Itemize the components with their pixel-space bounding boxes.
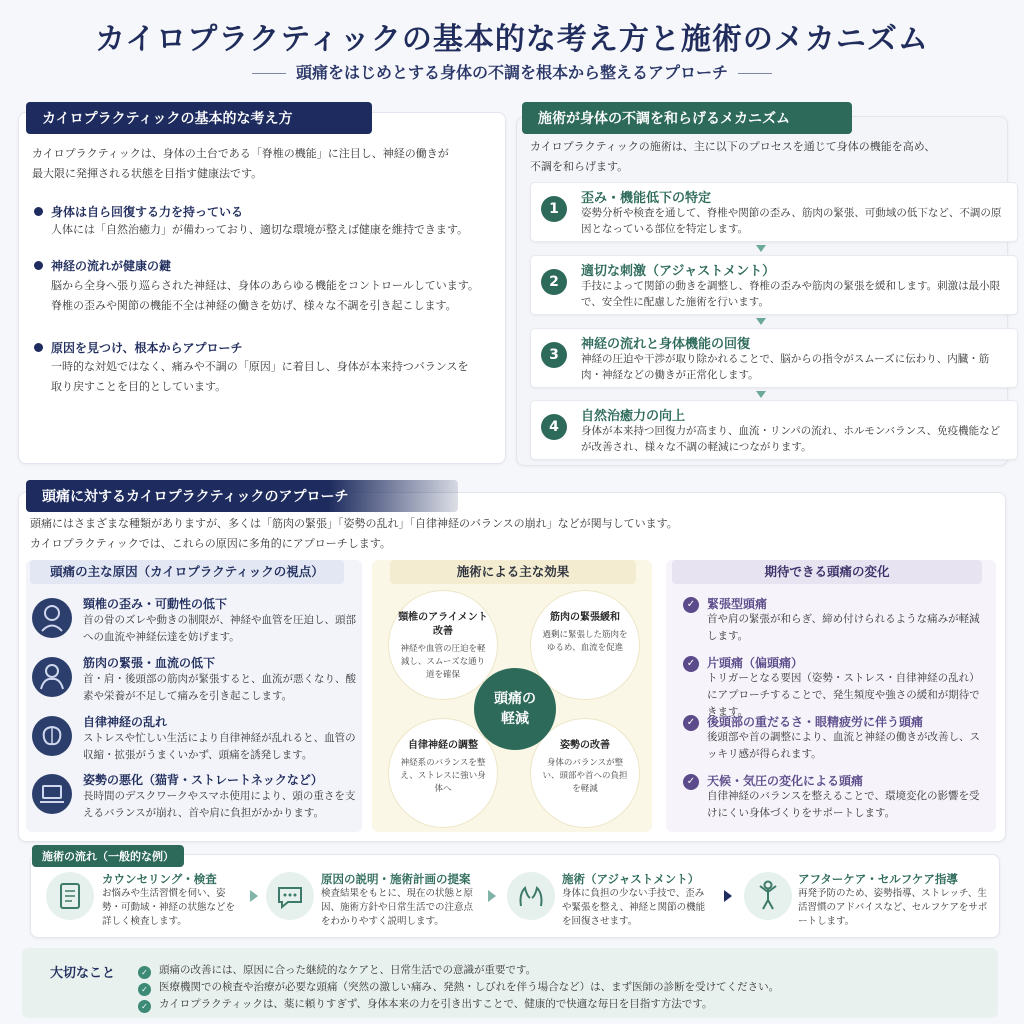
right-arrow-icon [250,890,258,902]
mechanism-step-1 [530,182,1018,242]
important-item [138,979,779,996]
step-title: 歪み・機能低下の特定 [581,191,712,206]
flow-step-description: 検査結果をもとに、現在の状態と原因、施術方針や日常生活での注意点をわかりやすく説明します。 [321,888,474,927]
mechanism-heading: 施術が身体の不調を和らげるメカニズム [522,102,852,134]
basic-point-3-line-2: 取り戻すことを目的としています。 [51,380,227,393]
step-description: 手技によって関節の動きを調整し、脊椎の歪みや筋肉の緊張を緩和します。刺激は最小限で、安全性に配慮した施術を行います。 [581,280,1001,308]
basic-point-1-title-text: 身体は自ら回復する力を持っている [51,205,244,219]
mechanism-intro-line-2: 不調を和らげます。 [530,160,629,173]
step-description: 姿勢分析や検査を通して、脊椎や関節の歪み、筋肉の緊張、可動域の低下など、不調の原因となっている部位を特定します。 [581,207,1002,235]
cause-description: 首・肩・後頭部の筋肉が緊張すると、血流が悪くなり、酸素や栄養が不足して痛みを引き起こします。 [83,673,356,702]
change-description: 自律神経のバランスを整えることで、環境変化の影響を受けにくい身体づくりをサポートします。 [707,790,980,819]
hands-icon [507,872,555,920]
speech-bubble-icon [266,872,314,920]
changes-heading: 期待できる頭痛の変化 [672,560,982,584]
cause-title: 筋肉の緊張・血流の低下 [83,656,216,670]
step-description: 神経の圧迫や干渉が取り除かれることで、脳からの指令がスムーズに伝わり、内臓・筋肉・神経などの働きが正常化します。 [581,353,990,381]
effects-center-label: 頭痛の軽減 [494,691,536,727]
change-description: トリガーとなる要因（姿勢・ストレス・自律神経の乱れ）にアプローチすることで、発生頻度や強さの緩和が期待できます。 [707,672,980,718]
important-item-text: カイロプラクティックは、薬に頼りすぎず、身体本来の力を引き出すことで、健康的で快適な毎日を目指す方法です。 [159,998,713,1010]
flow-step-description: お悩みや生活習慣を伺い、姿勢・可動域・神経の状態などを詳しく検査します。 [102,888,236,927]
effect-description: 身体のバランスが整い、頭部や首への負担を軽減 [542,758,628,794]
important-heading: 大切なこと [50,966,116,981]
change-description: 後頭部や首の調整により、血流と神経の働きが改善し、スッキリ感が得られます。 [707,731,980,760]
change-title: 緊張型頭痛 [707,597,768,611]
flow-step-title: アフターケア・セルフケア指導 [798,872,958,886]
effect-title: 筋肉の緊張緩和 [550,612,620,623]
basic-point-1-line-1: 人体には「自然治癒力」が備わっており、適切な環境が整えば健康を維持できます。 [51,223,469,236]
change-description: 首や肩の緊張が和らぎ、締め付けられるような痛みが軽減します。 [707,613,980,642]
effect-description: 神経や血管の圧迫を軽減し、スムーズな通り道を確保 [400,644,486,680]
check-icon: ✓ [138,966,151,979]
cause-title: 頸椎の歪み・可動性の低下 [83,597,228,611]
effect-description: 過剰に緊張した筋肉をゆるめ、血流を促進 [542,630,628,653]
stretch-icon [744,872,792,920]
right-arrow-icon [724,890,732,902]
cause-title: 姿勢の悪化（猫背・ストレートネックなど） [83,773,323,787]
basic-intro-line-2: 最大限に発揮される状態を目指す健康法です。 [32,167,263,180]
shoulder-pain-icon [32,657,72,697]
basic-point-3-line-1: 一時的な対処ではなく、痛みや不調の「原因」に着目し、身体が本来持つバランスを [51,360,469,373]
step-number-badge: 1 [541,196,567,222]
check-icon: ✓ [138,1000,151,1013]
effects-heading: 施術による主な効果 [390,560,636,584]
page-title: カイロプラクティックの基本的な考え方と施術のメカニズム [95,22,929,57]
important-item-text: 頭痛の改善には、原因に合った継続的なケアと、日常生活での意識が重要です。 [159,964,537,976]
change-title: 後頭部の重だるさ・眼精疲労に伴う頭痛 [707,715,924,729]
flow-step-title: 原因の説明・施術計画の提案 [321,872,471,886]
basic-point-2-title [34,257,171,274]
step-description: 身体が本来持つ回復力が高まり、血流・リンパの流れ、ホルモンバランス、免疫機能などが改善され、様々な不調の軽減につながります。 [581,425,1001,453]
basic-point-3-desc [51,357,496,397]
basic-point-1-title [34,203,243,220]
flow-step-description: 再発予防のため、姿勢指導、ストレッチ、生活習慣のアドバイスなど、セルフケアをサポートします。 [798,888,988,927]
cause-description: ストレスや忙しい生活により自律神経が乱れると、血管の収縮・拡張がうまくいかず、頭痛を誘発します。 [83,732,356,761]
important-item [138,962,536,979]
basic-point-3-title-text: 原因を見つけ、根本からアプローチ [51,341,243,355]
effects-center-circle [474,668,556,750]
mechanism-intro [530,137,1000,177]
clipboard-icon [46,872,94,920]
check-icon: ✓ [138,983,151,996]
step-number-badge: 3 [541,342,567,368]
effect-description: 神経系のバランスを整え、ストレスに強い身体へ [400,758,486,794]
cause-description: 長時間のデスクワークやスマホ使用により、頭の重さを支えるバランスが崩れ、首や肩に負担がかかります。 [83,790,356,819]
cause-title: 自律神経の乱れ [83,715,168,729]
check-icon: ✓ [683,715,699,731]
neck-icon [32,598,72,638]
effect-title: 姿勢の改善 [560,740,610,751]
brain-icon [32,716,72,756]
step-title: 神経の流れと身体機能の回復 [581,337,751,352]
mechanism-step-2 [530,255,1018,315]
check-icon: ✓ [683,656,699,672]
headache-intro-line-2: カイロプラクティックでは、これらの原因に多角的にアプローチします。 [30,537,391,550]
bullet-dot-icon [34,343,43,352]
effect-title: 自律神経の調整 [408,740,478,751]
down-arrow-icon [756,391,766,398]
bullet-dot-icon [34,261,43,270]
change-title: 天候・気圧の変化による頭痛 [707,774,864,788]
flow-step-title: 施術（アジャストメント） [562,872,700,886]
down-arrow-icon [756,245,766,252]
basic-point-2-desc [51,276,496,316]
effect-title: 頸椎のアライメント改善 [398,612,488,637]
basic-point-2-line-1: 脳から全身へ張り巡らされた神経は、身体のあらゆる機能をコントロールしています。 [51,279,479,292]
step-number-badge: 4 [541,414,567,440]
headache-intro-line-1: 頭痛にはさまざまな種類がありますが、多くは「筋肉の緊張」「姿勢の乱れ」「自律神経のバランスの崩れ」などが関与しています。 [30,517,678,530]
cause-description: 首の骨のズレや動きの制限が、神経や血管を圧迫し、頭部への血流や神経伝達を妨げます。 [83,614,356,643]
page-subtitle [0,60,1024,83]
flow-step-description: 身体に負担の少ない手技で、歪みや緊張を整え、神経と関節の機能を回復させます。 [562,888,706,927]
flow-heading: 施術の流れ（一般的な例） [32,845,184,867]
step-title: 自然治癒力の向上 [581,409,686,424]
bullet-dot-icon [34,207,43,216]
important-item [138,996,712,1013]
effect-bubble [388,718,498,828]
subtitle-rule-right [738,73,772,74]
headache-heading: 頭痛に対するカイロプラクティックのアプローチ [26,480,458,512]
change-title: 片頭痛（偏頭痛） [707,656,804,670]
basic-point-2-title-text: 神経の流れが健康の鍵 [51,259,172,273]
basic-point-2-line-2: 脊椎の歪みや関節の機能不全は神経の働きを妨げ、様々な不調を引き起こします。 [51,299,457,312]
right-arrow-icon [488,890,496,902]
headache-intro [30,514,990,554]
flow-step-title: カウンセリング・検査 [102,872,217,886]
causes-heading: 頭痛の主な原因（カイロプラクティックの視点） [30,560,344,584]
down-arrow-icon [756,318,766,325]
subtitle-rule-left [252,73,286,74]
important-item-text: 医療機関での検査や治療が必要な頭痛（突然の激しい痛み、発熱・しびれを伴う場合など）は、まず医師の診断を受けてください。 [159,981,780,993]
mechanism-step-3 [530,328,1018,388]
basic-point-3-title [34,339,243,356]
check-icon: ✓ [683,597,699,613]
subtitle-text: 頭痛をはじめとする身体の不調を根本から整えるアプローチ [295,63,728,82]
mechanism-step-4 [530,400,1018,460]
step-title: 適切な刺激（アジャストメント） [581,264,776,279]
basic-concept-heading: カイロプラクティックの基本的な考え方 [26,102,372,134]
basic-intro-line-1: カイロプラクティックは、身体の土台である「脊椎の機能」に注目し、神経の働きが [32,147,449,160]
step-number-badge: 2 [541,269,567,295]
basic-intro [32,144,492,184]
laptop-icon [32,774,72,814]
mechanism-intro-line-1: カイロプラクティックの施術は、主に以下のプロセスを通じて身体の機能を高め、 [530,140,936,153]
check-icon: ✓ [683,774,699,790]
basic-point-1-desc [51,220,496,240]
